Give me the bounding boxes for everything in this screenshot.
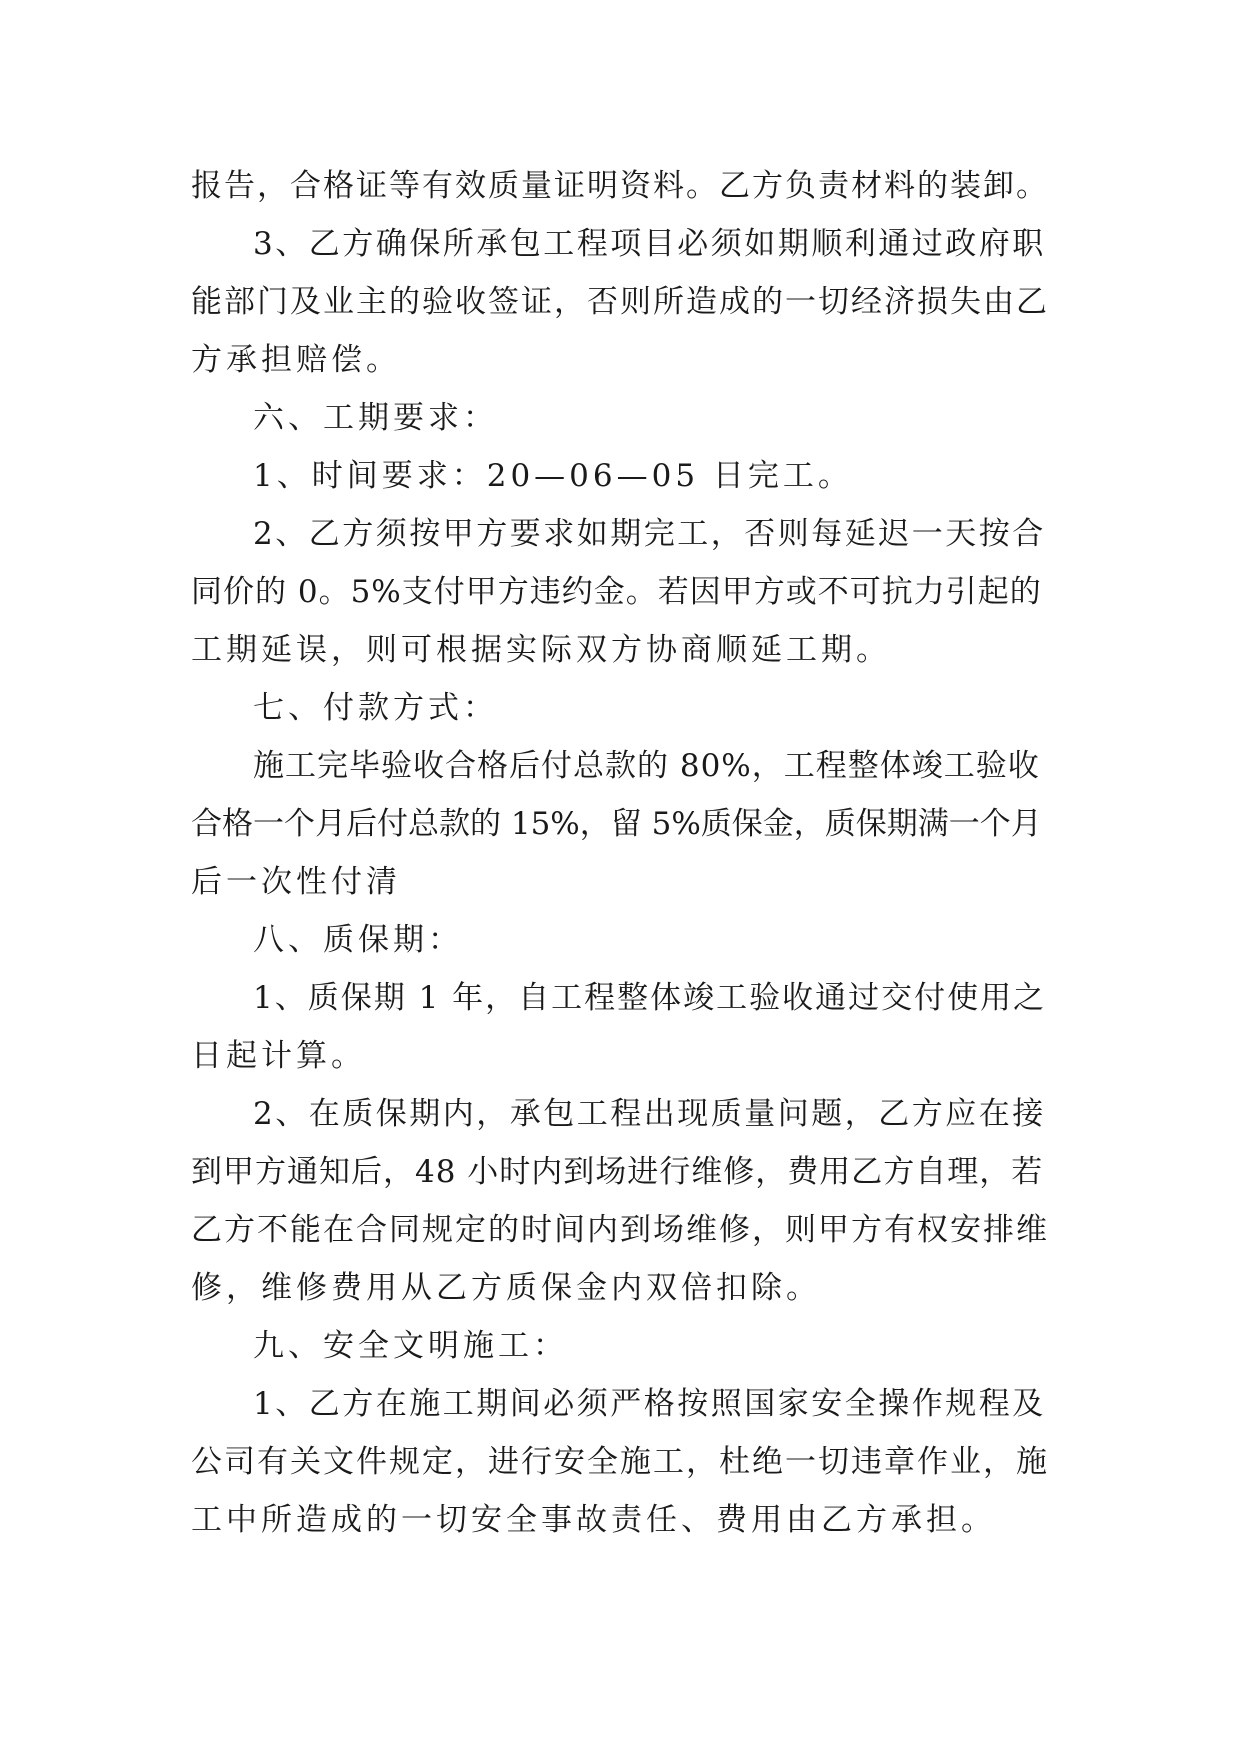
paragraph-line: 同价的 0。5%支付甲方违约金。若因甲方或不可抗力引起的	[191, 574, 1042, 610]
section-heading: 七、付款方式：	[253, 690, 498, 726]
paragraph-line: 3、乙方确保所承包工程项目必须如期顺利通过政府职	[253, 226, 1046, 262]
paragraph-line: 乙方不能在合同规定的时间内到场维修，则甲方有权安排维	[191, 1212, 1049, 1248]
paragraph-line: 1、时间要求：20—06—05 日完工。	[253, 458, 853, 494]
paragraph-line: 公司有关文件规定，进行安全施工，杜绝一切违章作业，施	[191, 1444, 1049, 1480]
paragraph-line: 修，维修费用从乙方质保金内双倍扣除。	[191, 1270, 821, 1306]
paragraph-line: 1、质保期 1 年，自工程整体竣工验收通过交付使用之	[253, 980, 1047, 1016]
paragraph-line: 到甲方通知后，48 小时内到场进行维修，费用乙方自理，若	[191, 1154, 1044, 1190]
paragraph-line: 2、在质保期内，承包工程出现质量问题，乙方应在接	[253, 1096, 1046, 1132]
section-heading: 九、安全文明施工：	[253, 1328, 568, 1364]
paragraph-line: 工中所造成的一切安全事故责任、费用由乙方承担。	[191, 1502, 996, 1538]
paragraph-line: 工期延误，则可根据实际双方协商顺延工期。	[191, 632, 891, 668]
paragraph-line: 能部门及业主的验收签证，否则所造成的一切经济损失由乙	[191, 284, 1049, 320]
paragraph-line: 合格一个月后付总款的 15%，留 5%质保金，质保期满一个月	[191, 806, 1042, 842]
paragraph-line: 1、乙方在施工期间必须严格按照国家安全操作规程及	[253, 1386, 1046, 1422]
paragraph-line: 报告，合格证等有效质量证明资料。乙方负责材料的装卸。	[191, 168, 1049, 204]
section-heading: 八、质保期：	[253, 922, 463, 958]
paragraph-line: 2、乙方须按甲方要求如期完工，否则每延迟一天按合	[253, 516, 1046, 552]
paragraph-line: 方承担赔偿。	[191, 342, 401, 378]
paragraph-line: 后一次性付清	[191, 864, 401, 900]
section-heading: 六、工期要求：	[253, 400, 498, 436]
paragraph-line: 日起计算。	[191, 1038, 366, 1074]
document-body	[191, 157, 1051, 1549]
paragraph-line: 施工完毕验收合格后付总款的 80%，工程整体竣工验收	[253, 748, 1040, 784]
